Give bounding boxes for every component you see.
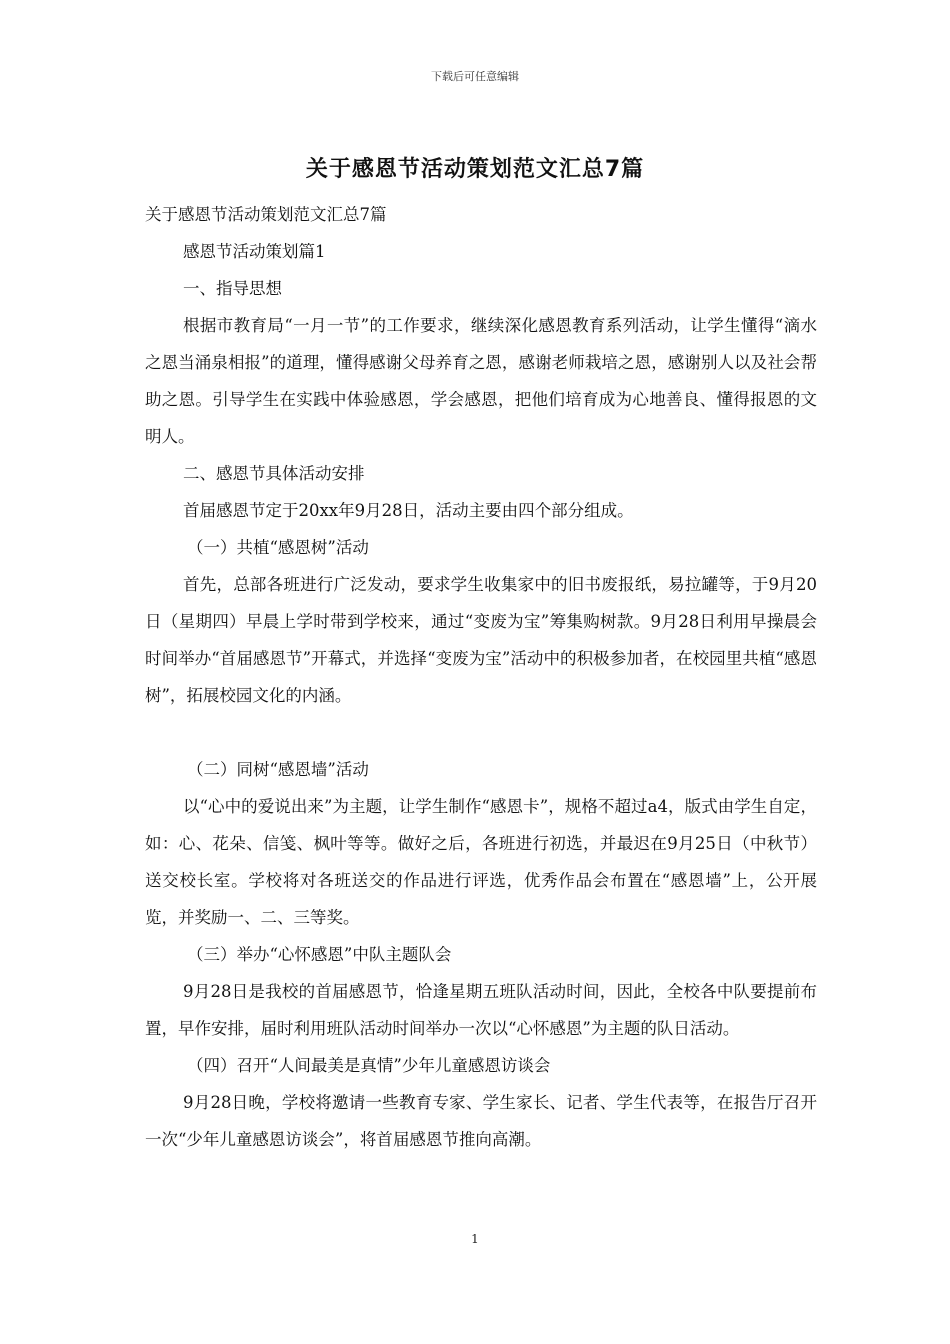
blank-line: [145, 714, 817, 751]
header-note: 下载后可任意编辑: [431, 70, 519, 83]
paragraph-gratitude-tree: 首先，总部各班进行广泛发动，要求学生收集家中的旧书废报纸，易拉罐等，于9月20日（星期四）早晨上学时带到学校来，通过“变废为宝”筹集购树款。9月28日利用早操晨会时间举办“首届感恩节”开幕式，并选择“变废为宝”活动中的积极参加者，在校园里共植“感恩树”，拓展校园文化的内涵。: [145, 575, 817, 705]
paragraph-activity-overview: 首届感恩节定于20xx年9月28日，活动主要由四个部分组成。: [183, 501, 634, 520]
page-number: 1: [471, 1232, 479, 1246]
paragraph-guiding-ideology: 根据市教育局“一月一节”的工作要求，继续深化感恩教育系列活动，让学生懂得“滴水之恩当涌泉相报”的道理，懂得感谢父母养育之恩，感谢老师栽培之恩，感谢别人以及社会帮助之恩。引导学生在实践中体验感恩，学会感恩，把他们培育成为心地善良、懂得报恩的文明人。: [145, 316, 817, 446]
subheading-gratitude-tree: （一）共植“感恩树”活动: [187, 538, 369, 557]
subheading-gratitude-wall: （二）同树“感恩墙”活动: [187, 760, 369, 779]
document-body: [145, 196, 817, 1158]
paragraph-gratitude-wall: 以“心中的爱说出来”为主题，让学生制作“感恩卡”，规格不超过a4，版式由学生自定，如：心、花朵、信笺、枫叶等等。做好之后，各班进行初选，并最迟在9月25日（中秋节）送交校长室。学校将对各班送交的作品进行评选，优秀作品会布置在“感恩墙”上，公开展览，并奖励一、二、三等奖。: [145, 797, 817, 927]
document-title: 关于感恩节活动策划范文汇总7篇: [305, 157, 645, 182]
subtitle-line: 关于感恩节活动策划范文汇总7篇: [145, 205, 387, 224]
heading-activity-arrangement: 二、感恩节具体活动安排: [183, 464, 365, 483]
paragraph-interview-meeting: 9月28日晚，学校将邀请一些教育专家、学生家长、记者、学生代表等，在报告厅召开一次“少年儿童感恩访谈会”，将首届感恩节推向高潮。: [145, 1093, 817, 1149]
paragraph-team-meeting: 9月28日是我校的首届感恩节，恰逢星期五班队活动时间，因此，全校各中队要提前布置，早作安排，届时利用班队活动时间举办一次以“心怀感恩”为主题的队日活动。: [145, 982, 817, 1038]
subheading-interview-meeting: （四）召开“人间最美是真情”少年儿童感恩访谈会: [187, 1056, 551, 1075]
subheading-team-meeting: （三）举办“心怀感恩”中队主题队会: [187, 945, 452, 964]
section-heading: 感恩节活动策划篇1: [183, 242, 326, 261]
heading-guiding-ideology: 一、指导思想: [183, 279, 282, 298]
